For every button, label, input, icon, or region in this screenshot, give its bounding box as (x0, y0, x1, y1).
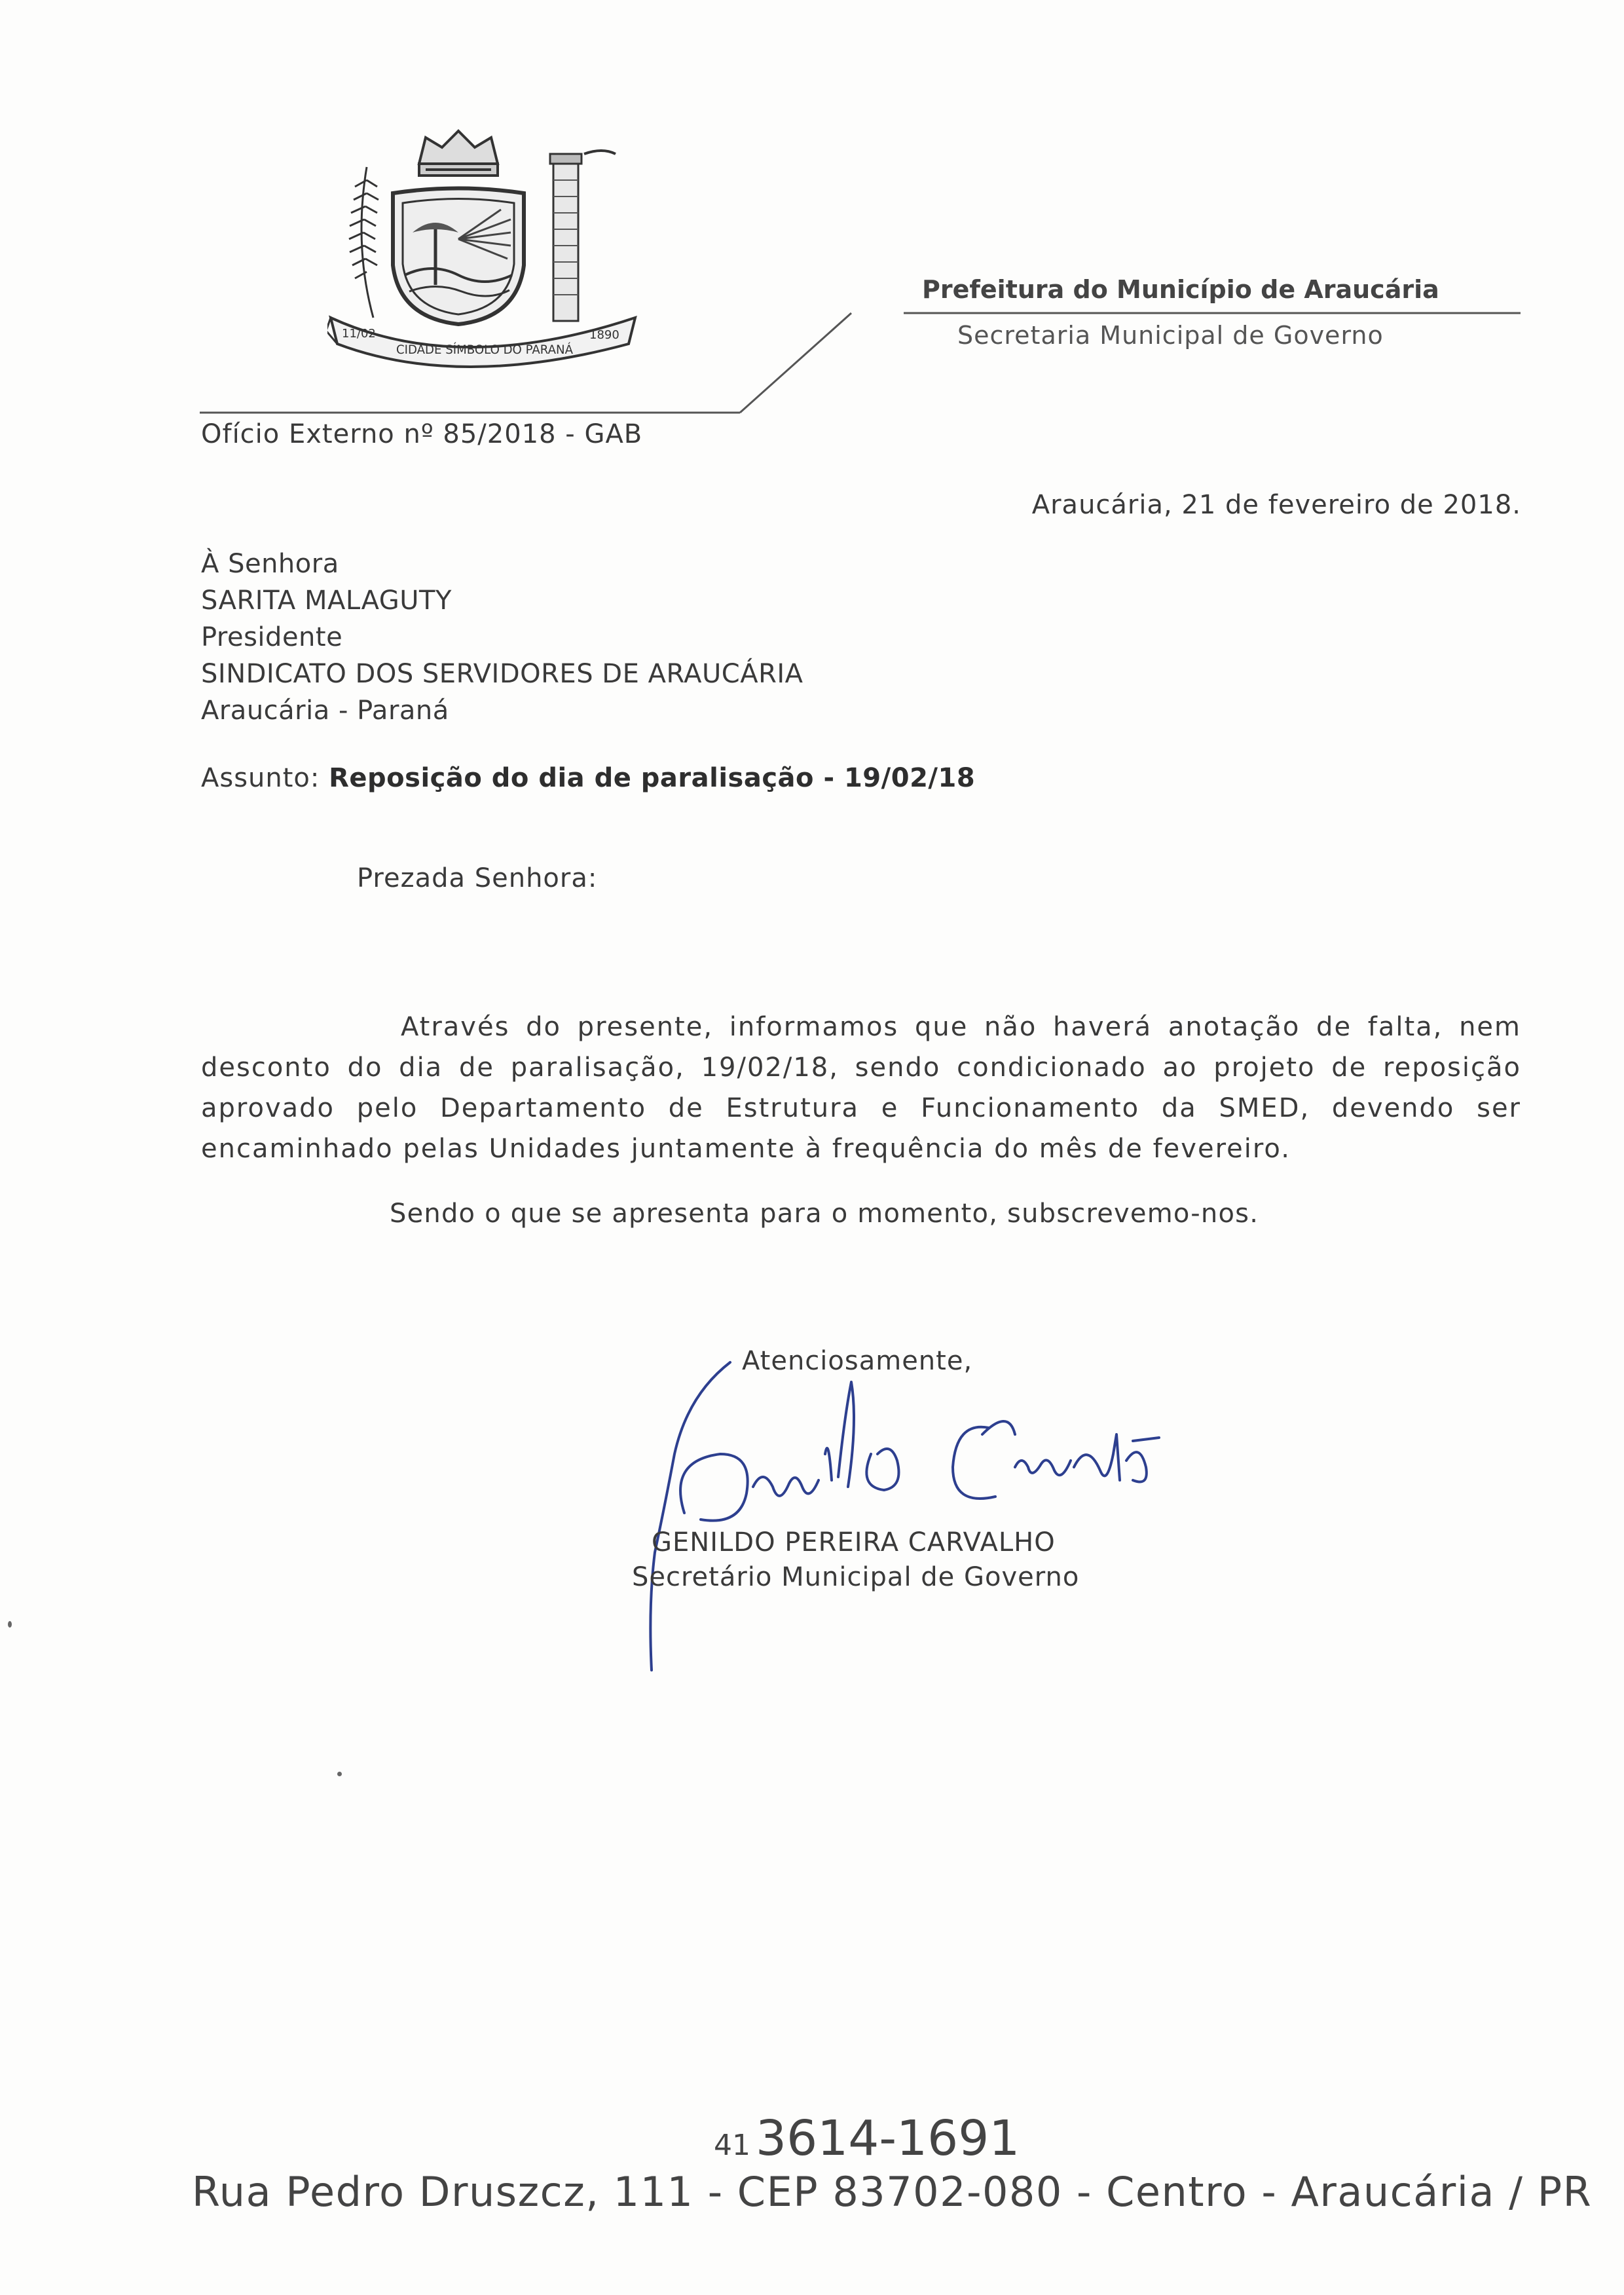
recipient-salutation: À Senhora (201, 549, 339, 579)
crest-motto: CIDADE SÍMBOLO DO PARANÁ (396, 343, 581, 357)
scan-speck (8, 1621, 12, 1628)
letterhead-organization: Prefeitura do Município de Araucária (922, 275, 1439, 304)
letterhead-rules (0, 0, 1624, 458)
subject-text: Reposição do dia de paralisação - 19/02/18 (329, 763, 976, 793)
body-text: Através do presente, informamos que não haverá anotação de falta, nem desconto do dia de paralisação, 19/02/18, sendo condicionado ao projeto de reposição aprovado pelo Departamento de Estrutura e Funcionamento da SMED, devendo ser encaminhado pelas Unidades juntamente à frequência do mês de fevereiro. (201, 1012, 1521, 1164)
subject-line (201, 763, 975, 793)
footer-phone (714, 2110, 1020, 2167)
phone-area-code: 41 (714, 2129, 750, 2162)
recipient-organization: SINDICATO DOS SERVIDORES DE ARAUCÁRIA (201, 659, 803, 689)
scan-speck (337, 1772, 342, 1776)
letterhead-department: Secretaria Municipal de Governo (957, 321, 1384, 350)
date-line: Araucária, 21 de fevereiro de 2018. (1031, 490, 1521, 520)
recipient-location: Araucária - Paraná (201, 696, 449, 726)
crest-date-left: 11/02 (342, 327, 376, 341)
document-reference: Ofício Externo nº 85/2018 - GAB (201, 419, 643, 449)
phone-number: 3614-1691 (756, 2110, 1020, 2167)
signer-name: GENILDO PEREIRA CARVALHO (652, 1527, 1056, 1558)
signer-title: Secretário Municipal de Governo (632, 1562, 1080, 1592)
body-paragraph (201, 1007, 1521, 1169)
municipal-crest-emblem (327, 128, 642, 370)
subject-label: Assunto: (201, 763, 320, 793)
crest-year-right: 1890 (589, 328, 619, 342)
footer-address: Rua Pedro Druszcz, 111 - CEP 83702-080 - Centro - Araucária / PR (192, 2168, 1593, 2216)
regards: Atenciosamente, (742, 1346, 973, 1376)
recipient-name: SARITA MALAGUTY (201, 586, 452, 616)
recipient-role: Presidente (201, 622, 343, 652)
closing-line: Sendo o que se apresenta para o momento, subscrevemo-nos. (390, 1199, 1259, 1229)
greeting: Prezada Senhora: (357, 863, 598, 893)
